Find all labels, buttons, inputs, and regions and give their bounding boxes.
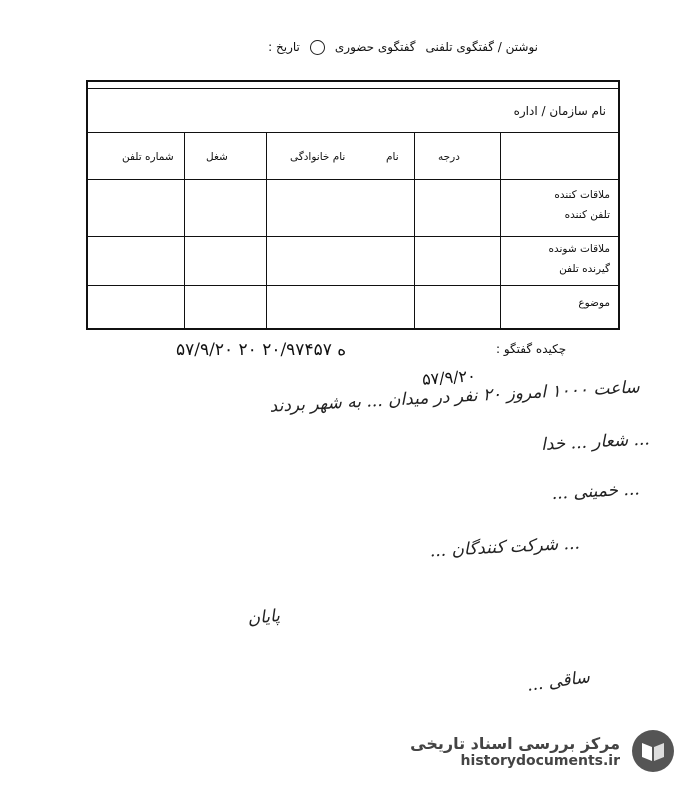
org-row	[88, 90, 618, 133]
grid-line	[88, 285, 618, 286]
handwritten-signature: ساقی ...	[525, 667, 592, 696]
form-table	[86, 80, 620, 330]
row-visitor-label-1: ملاقات کننده	[554, 189, 610, 201]
row-subject-label: موضوع	[578, 297, 610, 309]
reference-number: ۵۷/۹/۲۰ ۲۰ ه ۲۰/۹۷۴۵۷	[176, 340, 347, 360]
col-job: شغل	[206, 151, 228, 163]
summary-label: چکیده گفتگو :	[496, 342, 567, 356]
handwritten-line-3: ... خمینی ...	[551, 479, 641, 504]
form-header	[168, 36, 538, 58]
col-phone: شماره تلفن	[122, 151, 174, 163]
grid-line	[184, 133, 185, 328]
row-visited	[510, 239, 610, 279]
handwritten-date: ۵۷/۹/۲۰	[421, 366, 477, 389]
row-visited-label-1: ملاقات شونده	[548, 243, 610, 255]
row-visitor-label-2: تلفن کننده	[564, 209, 610, 221]
col-rank: درجه	[438, 151, 460, 163]
grid-line	[266, 133, 267, 328]
checkbox-circle-icon	[310, 40, 325, 55]
watermark-url: historydocuments.ir	[460, 752, 620, 769]
type-inperson-label: گفتگوی حضوری	[334, 40, 416, 54]
org-label: نام سازمان / اداره	[513, 104, 606, 118]
book-logo-icon	[630, 728, 676, 774]
watermark-title: مرکز بررسی اسناد تاریخی	[410, 733, 620, 753]
handwritten-signoff: پایان	[246, 605, 281, 630]
grid-line	[88, 179, 618, 180]
grid-line	[414, 133, 415, 328]
row-visitor	[510, 185, 610, 225]
type-written-label: نوشتن / گفتگوی تلفنی	[425, 40, 538, 54]
date-label: تاریخ :	[268, 40, 300, 54]
col-family: نام خانوادگی	[290, 151, 346, 163]
form-top-rule	[88, 88, 618, 89]
row-visited-label-2: گیرنده تلفن	[559, 263, 610, 275]
handwritten-line-2: ... شعار ... خدا	[540, 429, 651, 456]
grid-line	[500, 133, 501, 328]
grid-line	[88, 236, 618, 237]
form-grid	[88, 133, 618, 328]
col-name: نام	[386, 151, 399, 163]
watermark	[410, 728, 676, 774]
row-subject	[510, 293, 610, 313]
handwritten-line-1: ساعت ۱۰۰۰ امروز ۲۰ نفر در میدان ... به شهر بردند	[269, 377, 641, 417]
handwritten-line-4: ... شرکت کنندگان ...	[429, 533, 581, 562]
